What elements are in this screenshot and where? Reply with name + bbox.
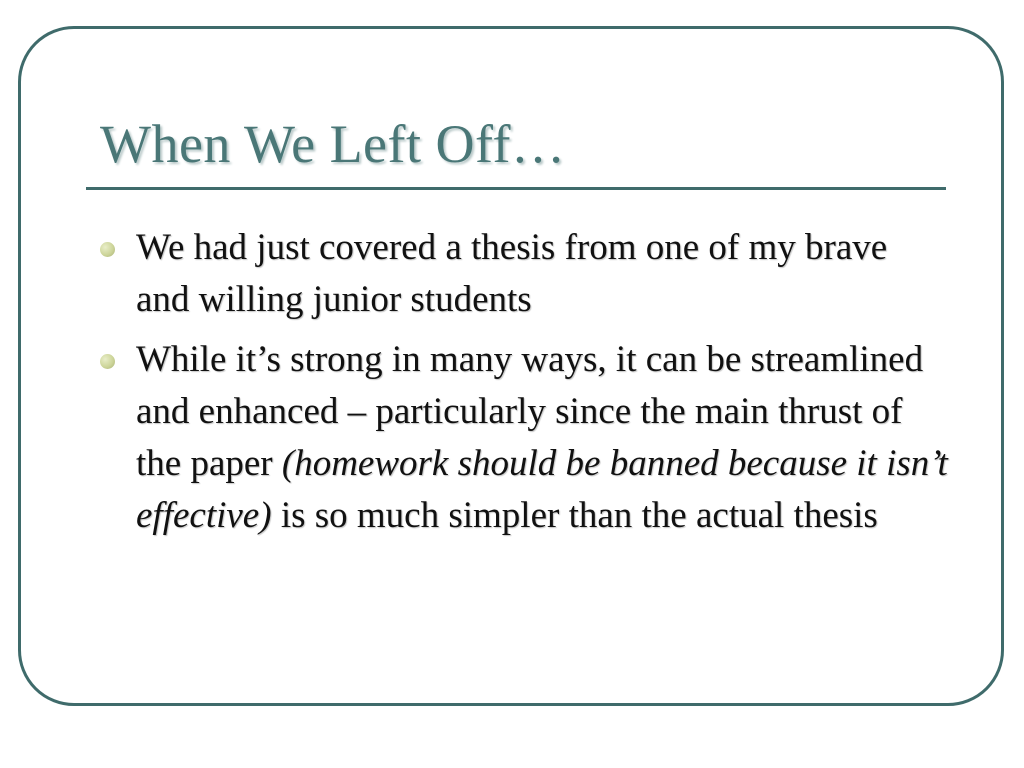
bullet-dot-icon [100,242,115,257]
slide-title: When We Left Off… [100,114,566,174]
title-divider [86,187,946,190]
bullet-text-2-italic: (homework should be banned because it isn’t effective) [136,443,948,536]
bullet-item-1 [98,222,948,326]
bullet-dot-icon [100,354,115,369]
bullet-text-2-start: While it’s strong in many ways, it can be streamlined and enhanced – particularly since the main thrust of the paper [136,339,924,484]
bullet-text-1: We had just covered a thesis from one of my brave and willing junior students [136,227,888,320]
bullet-text-2-end: is so much simpler than the actual thesis [271,495,878,536]
bullet-list [98,222,948,550]
bullet-item-2 [98,334,948,542]
